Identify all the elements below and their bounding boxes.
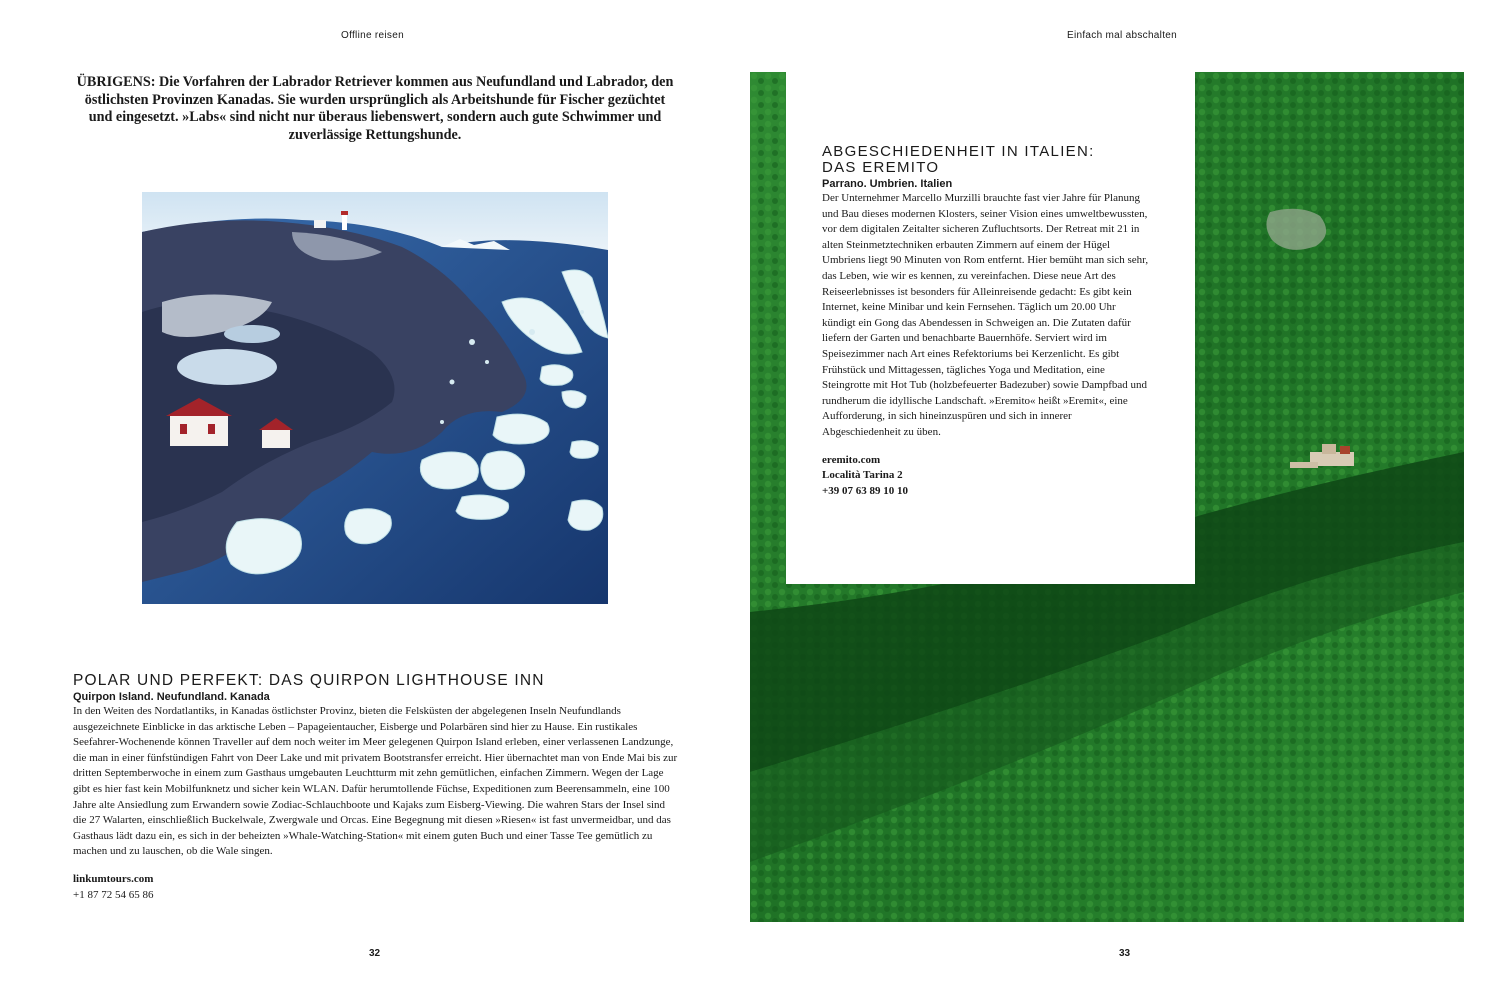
article-quirpon xyxy=(73,672,678,903)
page-number-left: 32 xyxy=(369,948,381,959)
phone-number: +1 87 72 54 65 86 xyxy=(73,888,154,901)
card-address: Località Tarina 2 xyxy=(822,469,903,482)
tip-label: ÜBRIGENS: xyxy=(76,74,156,90)
website-link[interactable]: linkumtours.com xyxy=(73,872,154,885)
card-location: Parrano. Umbrien. Italien xyxy=(822,178,953,190)
article-title: POLAR UND PERFEKT: DAS QUIRPON LIGHTHOUSE INN xyxy=(73,672,545,689)
article-location: Quirpon Island. Neufundland. Kanada xyxy=(73,691,270,703)
running-head-left: Offline reisen xyxy=(341,30,404,41)
page-number-right: 33 xyxy=(1119,948,1131,959)
article-body: In den Weiten des Nordatlantiks, in Kanadas östlichster Provinz, bieten die Felsküsten der abgelegenen Inseln Neufundlands ausgezeichnete Einblicke in das arktische Leben – Papageientaucher, Eisberge und Polarbären sind hier zu Hause. Ein rustikales Seefahrer-Wochenende können Traveller auf dem noch weiter im Meer gelegenen Quirpon Island erleben, einer verlassenen Landzunge, die man in einer fünfstündigen Fahrt von Deer Lake und mit privatem Bootstransfer erreicht. Hier übernachtet man von Ende Mai bis zur dritten Septemberwoche in einem zum Gasthaus umgebauten Leuchtturm mit zehn gemütlichen, einfachen Zimmern. Wegen der Lage gibt es hier fast kein Mobilfunknetz und sicher kein WLAN. Dafür herumtollende Füchse, Expeditionen zum Beerensammeln, eine 100 Jahre alte Ansiedlung zum Erwandern sowie Zodiac-Schlauchboote und Kajaks zum Eisberg-Viewing. Die wahren Stars der Insel sind die 27 Walarten, einschließlich Buckelwale, Zwergwale und Orcas. Eine Begegnung mit diesen »Riesen« ist fast unvermeidbar, und das Gasthaus lädt dazu ein, es sich in der beheizten »Whale-Watching-Station« mit einem guten Buch und einer Tasse Tee gemütlich zu machen und zu lauschen, ob die Wale singen. xyxy=(73,705,678,858)
card-body: Der Unternehmer Marcello Murzilli brauchte fast vier Jahre für Planung und Bau dieses modernen Klosters, seiner Vision eines umweltbewussten, vor dem digitalen Zeitalter sicheren Zufluchtsorts. Der Retreat mit 21 in alten Steinmetztechniken erbauten Zimmern auf einem der Hügel Umbriens liegt 90 Minuten von Rom entfernt. Hier bemüht man sich sehr, das Leben, wie wir es kennen, zu vereinfachen. Diese neue Art des Reiseerlebnisses ist besonders für Alleinreisende gedacht: Es gibt kein Internet, keine Minibar und kein Fernsehen. Täglich um 20.00 Uhr kündigt ein Gong das Abendessen in Schweigen an. Die Zutaten dafür liefern der Garten und benachbarte Bauernhöfe. Serviert wird im Speisezimmer nach Art eines Refektoriums bei Kerzenlicht. Es gibt Frühstück und Mittagessen, tägliches Yoga und Meditation, eine Steingrotte mit Hot Tub (holzbefeuerter Badezuber) sowie Dampfbad und rundherum die idyllische Landschaft. »Eremito« heißt »Eremit«, eine Aufforderung, in sich hineinzuspüren und sich in innerer Abgeschiedenheit zu üben. xyxy=(822,192,1149,438)
running-head-right: Einfach mal abschalten xyxy=(1067,30,1177,41)
contact-block xyxy=(73,872,678,903)
card-website-link[interactable]: eremito.com xyxy=(822,453,881,466)
card-phone-number: +39 07 63 89 10 10 xyxy=(822,484,909,497)
lighthouse-photo xyxy=(142,192,608,604)
tip-box xyxy=(72,74,678,144)
eremito-card xyxy=(786,72,1195,584)
card-title-line2: DAS EREMITO xyxy=(822,159,940,176)
card-title-line1: ABGESCHIEDENHEIT IN ITALIEN: xyxy=(822,143,1095,160)
card-contact-block xyxy=(822,453,1152,500)
article-eremito xyxy=(822,144,1152,499)
tip-text: Die Vorfahren der Labrador Retriever kommen aus Neufundland und Labrador, den östlichsten Provinzen Kanadas. Sie wurden ursprünglich als Arbeitshunde für Fischer gezüchtet und eingesetzt. »Labs« sind nicht nur überaus liebenswert, sondern auch gute Schwimmer und zuverlässige Rettungshunde. xyxy=(84,74,674,143)
